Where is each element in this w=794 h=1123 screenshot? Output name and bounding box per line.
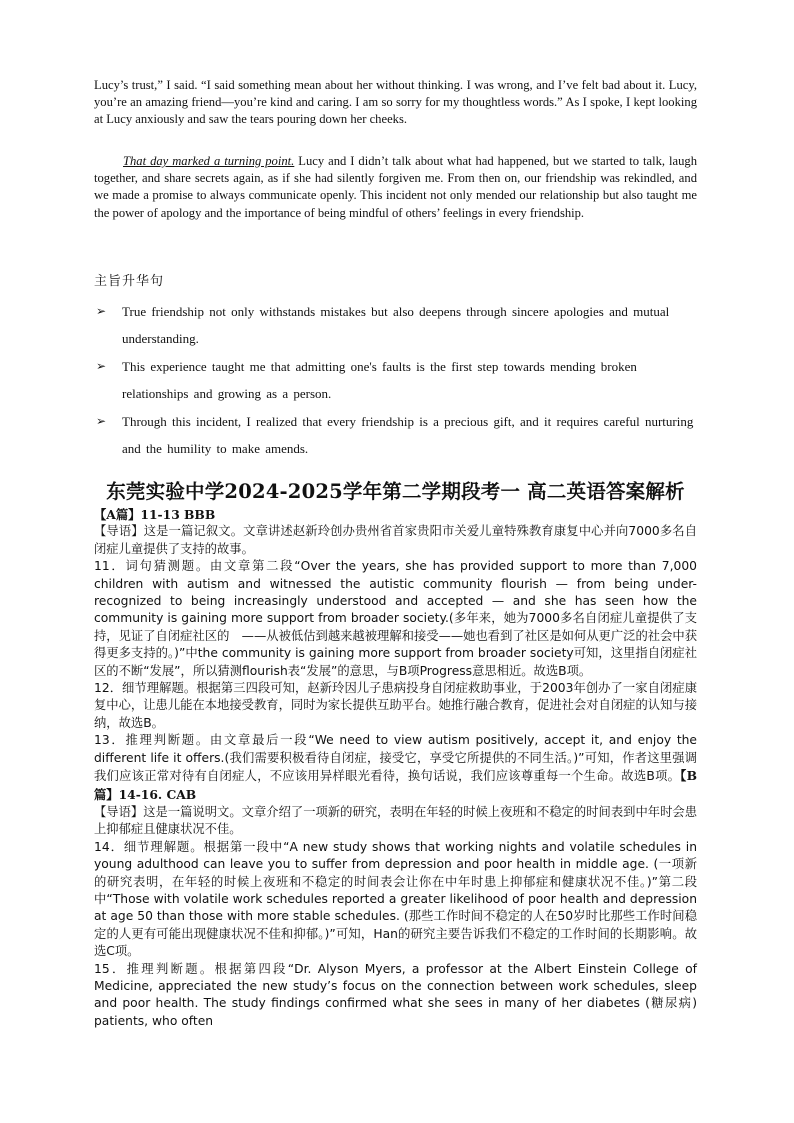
theme-heading: 主旨升华句 [94, 274, 165, 289]
theme-sentence-3 [94, 408, 697, 462]
arrow-bullet-icon: ➢ [96, 359, 107, 373]
theme-sentence-1 [94, 298, 697, 352]
question-15-explanation: 15．推理判断题。根据第四段“Dr. Alyson Myers, a professor at the Albert Einstein College of Medicine, appreciated the new study’s focus on the connection between work schedules, sleep and poor health. The study findings confirmed what she sees in many of her diabetes (糖尿病) patients, who often [94, 961, 697, 1028]
section-a-label: 【A篇】11-13 BBB [94, 507, 216, 522]
essay-paragraph-2 [94, 153, 697, 222]
theme-sentence-text: True friendship not only withstands mistakes but also deepens through sincere apologies and mutual understanding. [122, 304, 670, 346]
theme-sentence-2 [94, 353, 697, 407]
arrow-bullet-icon: ➢ [96, 304, 107, 318]
arrow-bullet-icon: ➢ [96, 414, 107, 428]
theme-sentence-text: Through this incident, I realized that every friendship is a precious gift, and it requires careful nurturing and the humility to make amends. [122, 414, 694, 456]
section-a-guide: 【导语】这是一篇记叙文。文章讲述赵新玲创办贵州省首家贵阳市关爱儿童特殊教育康复中心并向7000多名自闭症儿童提供了支持的故事。 [94, 524, 697, 556]
question-14-explanation: 14．细节理解题。根据第一段中“A new study shows that working nights and volatile schedules in young adulthood can leave you to suffer from depression and poor health in middle age. (一项新的研究表明，在年轻的时候上夜班和不稳定的时间表会让你在中年时患上抑郁症和健康状况不佳。)”第二段中“Those with volatile work schedules reported a greater likelihood of poor health and depression at age 50 than those with more stable schedules. (那些工作时间不稳定的人在50岁时比那些工作时间稳定的人更有可能出现健康状况不佳和抑郁。)”可知，Han的研究主要告诉我们不稳定的工作时间的长期影响。故选C项。 [94, 839, 697, 959]
section-b-guide: 【导语】这是一篇说明文。文章介绍了一项新的研究，表明在年轻的时候上夜班和不稳定的时间表到中年时会患上抑郁症且健康状况不佳。 [94, 804, 697, 837]
question-13-text: 13．推理判断题。由文章最后一段“We need to view autism positively, accept it, and enjoy the different life it offers.(我们需要积极看待自闭症，接受它，享受它所提供的不同生活。)”可知，作者这里强调我们应该正常对待有自闭症人，不应该用异样眼光看待，换句话说，我们应该尊重每一个生命。故选B项。 [94, 733, 697, 784]
question-12-explanation: 12．细节理解题。根据第三四段可知，赵新玲因儿子患病投身自闭症救助事业，于2003年创办了一家自闭症康复中心，让患儿能在本地接受教育，同时为家长提供互助平台。她推行融合教育，促进社会对自闭症的认知与接纳，故选B。 [94, 681, 697, 730]
essay-paragraph-1: Lucy’s trust,” I said. “I said something mean about her without thinking. I was wrong, and I’ve felt bad about it. Lucy, you’re an amazing friend—you’re kind and caring. I am so sorry for my thoughtless words.” As I spoke, I kept looking at Lucy anxiously and saw the tears pouring down her cheeks. [94, 78, 697, 127]
essay-paragraph-2-text: Lucy and I didn’t talk about what had happened, but we started to talk, laugh together, and share secrets again, as if she had silently forgiven me. From then on, our friendship was rekindled, and we made a promise to always communicate openly. This incident not only mended our relationship but also taught me the power of apology and the importance of being mindful of others’ feelings in every friendship. [94, 154, 698, 220]
question-13-explanation [94, 732, 697, 804]
turning-point-sentence: That day marked a turning point. [123, 154, 295, 168]
answer-key-body [94, 506, 697, 1030]
section-b-label: 【B篇】14-16. CAB [94, 768, 697, 802]
theme-sentence-text: This experience taught me that admitting one's faults is the first step towards mending broken relationships and growing as a person. [122, 359, 637, 401]
answer-key-title: 东莞实验中学2024-2025学年第二学期段考一 高二英语答案解析 [106, 480, 685, 503]
question-11-explanation: 11．词句猜测题。由文章第二段“Over the years, she has provided support to more than 7,000 children with autism and witnessed the autistic community flourish — from being under-recognized to being increasingly understood and accepted — and she has seen how the community is gaining more support from broader society.(多年来，她为7000多名自闭症儿童提供了支持，见证了自闭症社区的 ——从被低估到越来越被理解和接受——她也看到了社区是如何从更广泛的社会中获得更多支持的。)”中the community is gaining more support from broader society可知，这里指自闭症社区的不断“发展”，所以猜测flourish表“发展”的意思，与B项Progress意思相近。故选B项。 [94, 559, 697, 678]
theme-sentence-list [94, 298, 697, 463]
